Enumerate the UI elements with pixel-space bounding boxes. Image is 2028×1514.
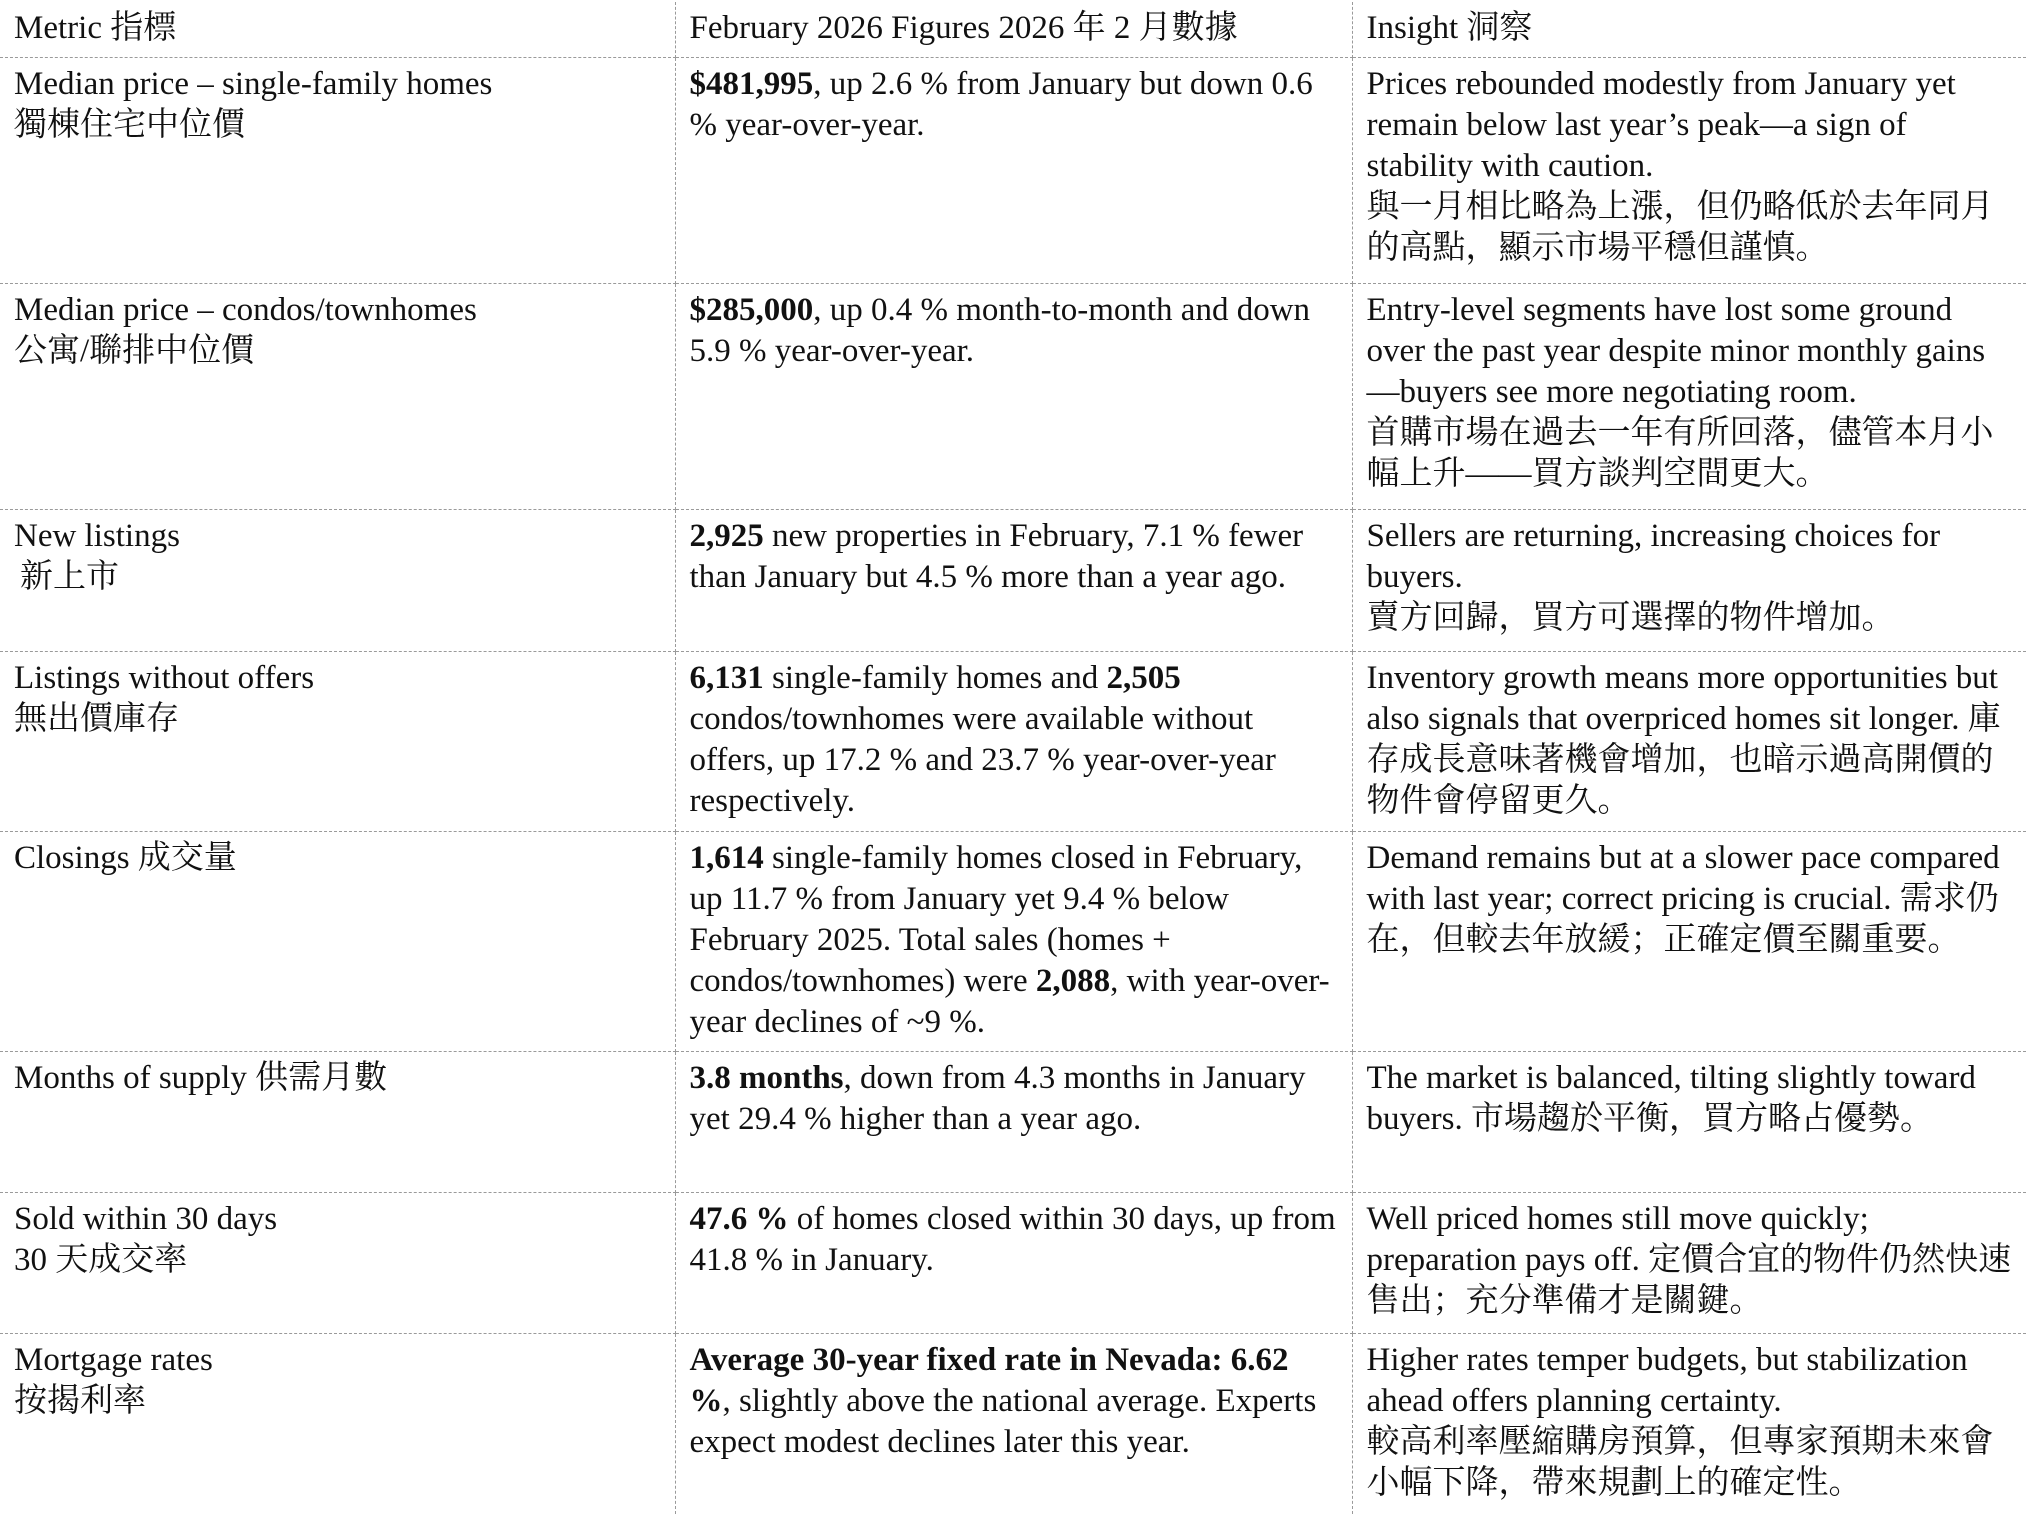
metric-label-en: Sold within 30 days xyxy=(14,1201,278,1237)
header-insight: Insight 洞察 xyxy=(1352,2,2026,58)
metric-cell xyxy=(0,1052,675,1193)
metric-cell xyxy=(0,652,675,832)
figure-text: single-family homes and xyxy=(763,660,1107,696)
metric-label-en: Mortgage rates xyxy=(14,1342,213,1378)
figure-highlight: 2,925 xyxy=(689,518,764,554)
insight-text: Demand remains but at a slower pace compared with last year; correct pricing is crucial. 需求仍在，但較去年放緩；正確定價至關重要。 xyxy=(1366,840,2000,958)
table-row xyxy=(0,652,2026,832)
header-figures: February 2026 Figures 2026 年 2 月數據 xyxy=(675,2,1352,58)
figure-highlight: 1,614 xyxy=(689,840,764,876)
figure-text: , with year-over-year declines of ~9 %. xyxy=(689,963,1330,1040)
metric-label-zh: 按揭利率 xyxy=(14,1383,146,1419)
insight-text-zh: 較高利率壓縮購房預算，但專家預期未來會小幅下降，帶來規劃上的確定性。 xyxy=(1366,1424,1994,1501)
figure-text: new properties in February, 7.1 % fewer than January but 4.5 % more than a year ago. xyxy=(689,518,1304,595)
insight-cell xyxy=(1352,1193,2026,1334)
metric-label-en: Listings without offers xyxy=(14,660,315,696)
insight-cell xyxy=(1352,58,2026,284)
figure-highlight: 47.6 % xyxy=(689,1201,789,1237)
figure-highlight: $285,000 xyxy=(689,292,814,328)
metric-label-zh: 新上市 xyxy=(20,559,119,595)
table-row xyxy=(0,284,2026,510)
figure-text: , down from 4.3 months in January yet 29.4 % higher than a year ago. xyxy=(689,1060,1306,1137)
insight-cell xyxy=(1352,652,2026,832)
metric-cell xyxy=(0,510,675,652)
figures-cell xyxy=(675,1334,1352,1514)
figure-text: condos/townhomes were available without offers, up 17.2 % and 23.7 % year-over-year respectively. xyxy=(689,701,1276,819)
insight-cell xyxy=(1352,284,2026,510)
table-row xyxy=(0,1334,2026,1514)
header-metric: Metric 指標 xyxy=(0,2,675,58)
insight-text: The market is balanced, tilting slightly toward buyers. 市場趨於平衡，買方略占優勢。 xyxy=(1366,1060,1976,1137)
figures-cell xyxy=(675,58,1352,284)
figures-cell xyxy=(675,652,1352,832)
figure-text: , up 2.6 % from January but down 0.6 % year-over-year. xyxy=(689,66,1313,143)
metric-label-en: Median price – condos/townhomes xyxy=(14,292,477,328)
metric-label-en: Median price – single-family homes xyxy=(14,66,493,102)
metric-label: Closings 成交量 xyxy=(14,840,237,876)
insight-text-en: Prices rebounded modestly from January yet remain below last year’s peak—a sign of stability with caution. xyxy=(1366,66,1956,184)
housing-metrics-table xyxy=(0,2,2026,1514)
insight-text-zh: 與一月相比略為上漲，但仍略低於去年同月的高點，顯示市場平穩但謹慎。 xyxy=(1366,189,1994,266)
table-row xyxy=(0,510,2026,652)
header-row xyxy=(0,2,2026,58)
insight-text-en: Higher rates temper budgets, but stabilization ahead offers planning certainty. xyxy=(1366,1342,1968,1419)
insight-cell xyxy=(1352,1334,2026,1514)
insight-cell xyxy=(1352,510,2026,652)
figure-text: of homes closed within 30 days, up from 41.8 % in January. xyxy=(689,1201,1336,1278)
figure-text: , slightly above the national average. Experts expect modest declines later this year. xyxy=(689,1383,1317,1460)
figure-text: , up 0.4 % month-to-month and down 5.9 % year-over-year. xyxy=(689,292,1311,369)
figures-cell xyxy=(675,1052,1352,1193)
figures-cell xyxy=(675,284,1352,510)
insight-text: Inventory growth means more opportunities but also signals that overpriced homes sit longer. 庫存成長意味著機會增加，也暗示過高開價的物件會停留更久。 xyxy=(1366,660,2001,819)
table-row xyxy=(0,58,2026,284)
figure-highlight: 3.8 months xyxy=(689,1060,844,1096)
metric-cell xyxy=(0,1193,675,1334)
figures-cell xyxy=(675,832,1352,1052)
figures-cell xyxy=(675,1193,1352,1334)
metric-label: Months of supply 供需月數 xyxy=(14,1060,388,1096)
insight-text-zh: 首購市場在過去一年有所回落，儘管本月小幅上升——買方談判空間更大。 xyxy=(1366,415,1994,492)
insight-text-en: Entry-level segments have lost some ground over the past year despite minor monthly gains—buyers see more negotiating room. xyxy=(1366,292,1986,410)
metric-label-zh: 公寓/聯排中位價 xyxy=(14,333,255,369)
table-row xyxy=(0,1193,2026,1334)
figure-text: single-family homes closed in February, up 11.7 % from January yet 9.4 % below February 2025. Total sales (homes + condos/townhomes) were xyxy=(689,840,1303,999)
insight-text-zh: 賣方回歸，買方可選擇的物件增加。 xyxy=(1366,600,1895,636)
figure-highlight: 2,088 xyxy=(1035,963,1111,999)
figure-highlight: 6,131 xyxy=(689,660,764,696)
metric-cell xyxy=(0,284,675,510)
table-row xyxy=(0,1052,2026,1193)
metric-label-zh: 獨棟住宅中位價 xyxy=(14,107,245,143)
insight-text-en: Sellers are returning, increasing choices for buyers. xyxy=(1366,518,1941,595)
figure-highlight: 2,505 xyxy=(1106,660,1181,696)
insight-text: Well priced homes still move quickly; preparation pays off. 定價合宜的物件仍然快速售出；充分準備才是關鍵。 xyxy=(1366,1201,2012,1319)
metric-cell xyxy=(0,1334,675,1514)
figures-cell xyxy=(675,510,1352,652)
metric-label-zh: 30 天成交率 xyxy=(14,1242,188,1278)
metric-cell xyxy=(0,832,675,1052)
table-row xyxy=(0,832,2026,1052)
insight-cell xyxy=(1352,1052,2026,1193)
figure-highlight: $481,995 xyxy=(689,66,814,102)
metric-cell xyxy=(0,58,675,284)
metric-label-zh: 無出價庫存 xyxy=(14,701,179,737)
metric-label-en: New listings xyxy=(14,518,180,554)
figure-highlight: Average 30-year fixed rate in Nevada: 6.62 % xyxy=(689,1342,1289,1419)
insight-cell xyxy=(1352,832,2026,1052)
